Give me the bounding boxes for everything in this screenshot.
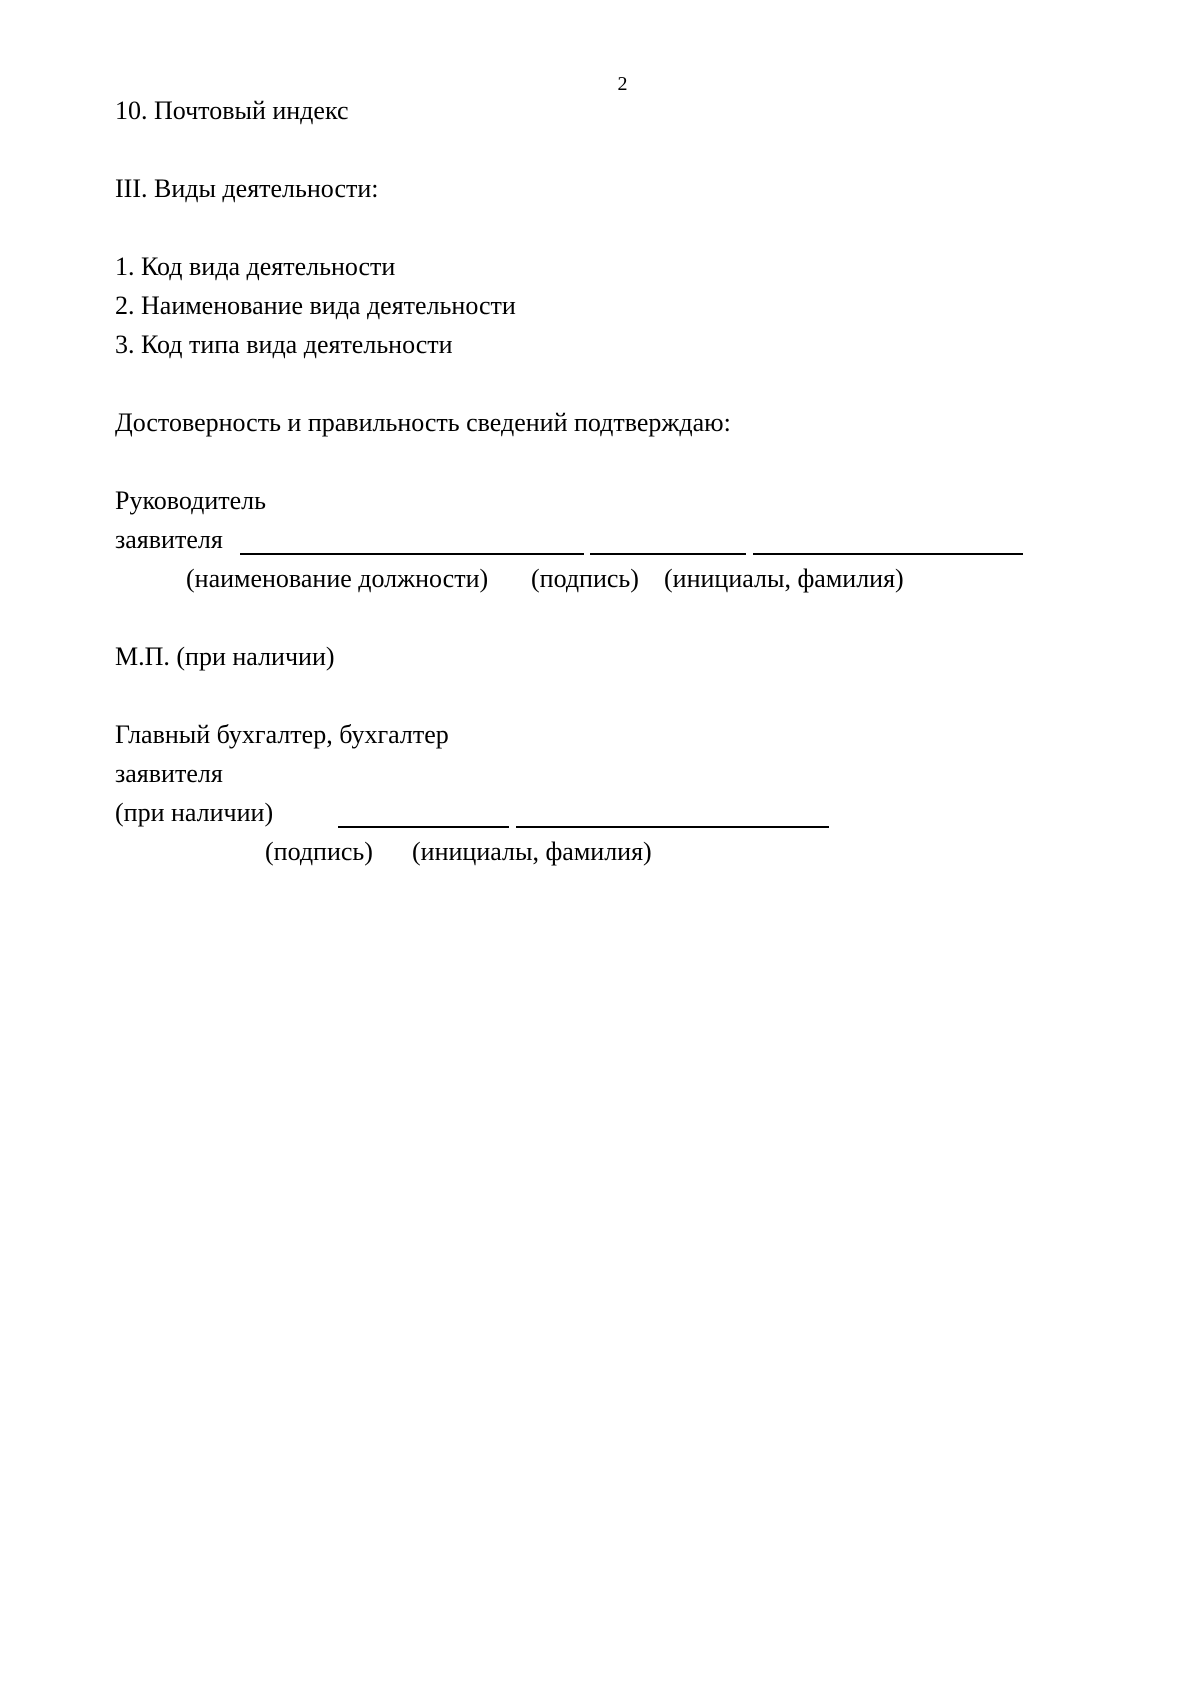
- head-label-line2: заявителя: [115, 525, 223, 554]
- section-title-activities: III. Виды деятельности:: [115, 174, 379, 203]
- accountant-label-line1: Главный бухгалтер, бухгалтер: [115, 720, 449, 749]
- head-name-blank: [753, 553, 1023, 555]
- accountant-signature-blank: [338, 826, 509, 828]
- head-caption-position: (наименование должности): [186, 564, 489, 593]
- accountant-label-line3: (при наличии): [115, 798, 274, 827]
- head-label-line1: Руководитель: [115, 486, 266, 515]
- confirmation-text: Достоверность и правильность сведений подтверждаю:: [115, 408, 731, 437]
- activity-item-code: 1. Код вида деятельности: [115, 252, 396, 281]
- head-signature-blank: [590, 553, 746, 555]
- head-caption-name: (инициалы, фамилия): [664, 564, 904, 593]
- accountant-caption-name: (инициалы, фамилия): [412, 837, 652, 866]
- activity-item-name: 2. Наименование вида деятельности: [115, 291, 516, 320]
- accountant-name-blank: [516, 826, 829, 828]
- page-number: 2: [617, 73, 628, 95]
- accountant-label-line2: заявителя: [115, 759, 223, 788]
- head-caption-signature: (подпись): [531, 564, 639, 593]
- activity-item-type-code: 3. Код типа вида деятельности: [115, 330, 453, 359]
- item-postal-index: 10. Почтовый индекс: [115, 96, 349, 125]
- accountant-caption-signature: (подпись): [265, 837, 373, 866]
- stamp-text: М.П. (при наличии): [115, 642, 335, 671]
- head-position-blank: [240, 553, 584, 555]
